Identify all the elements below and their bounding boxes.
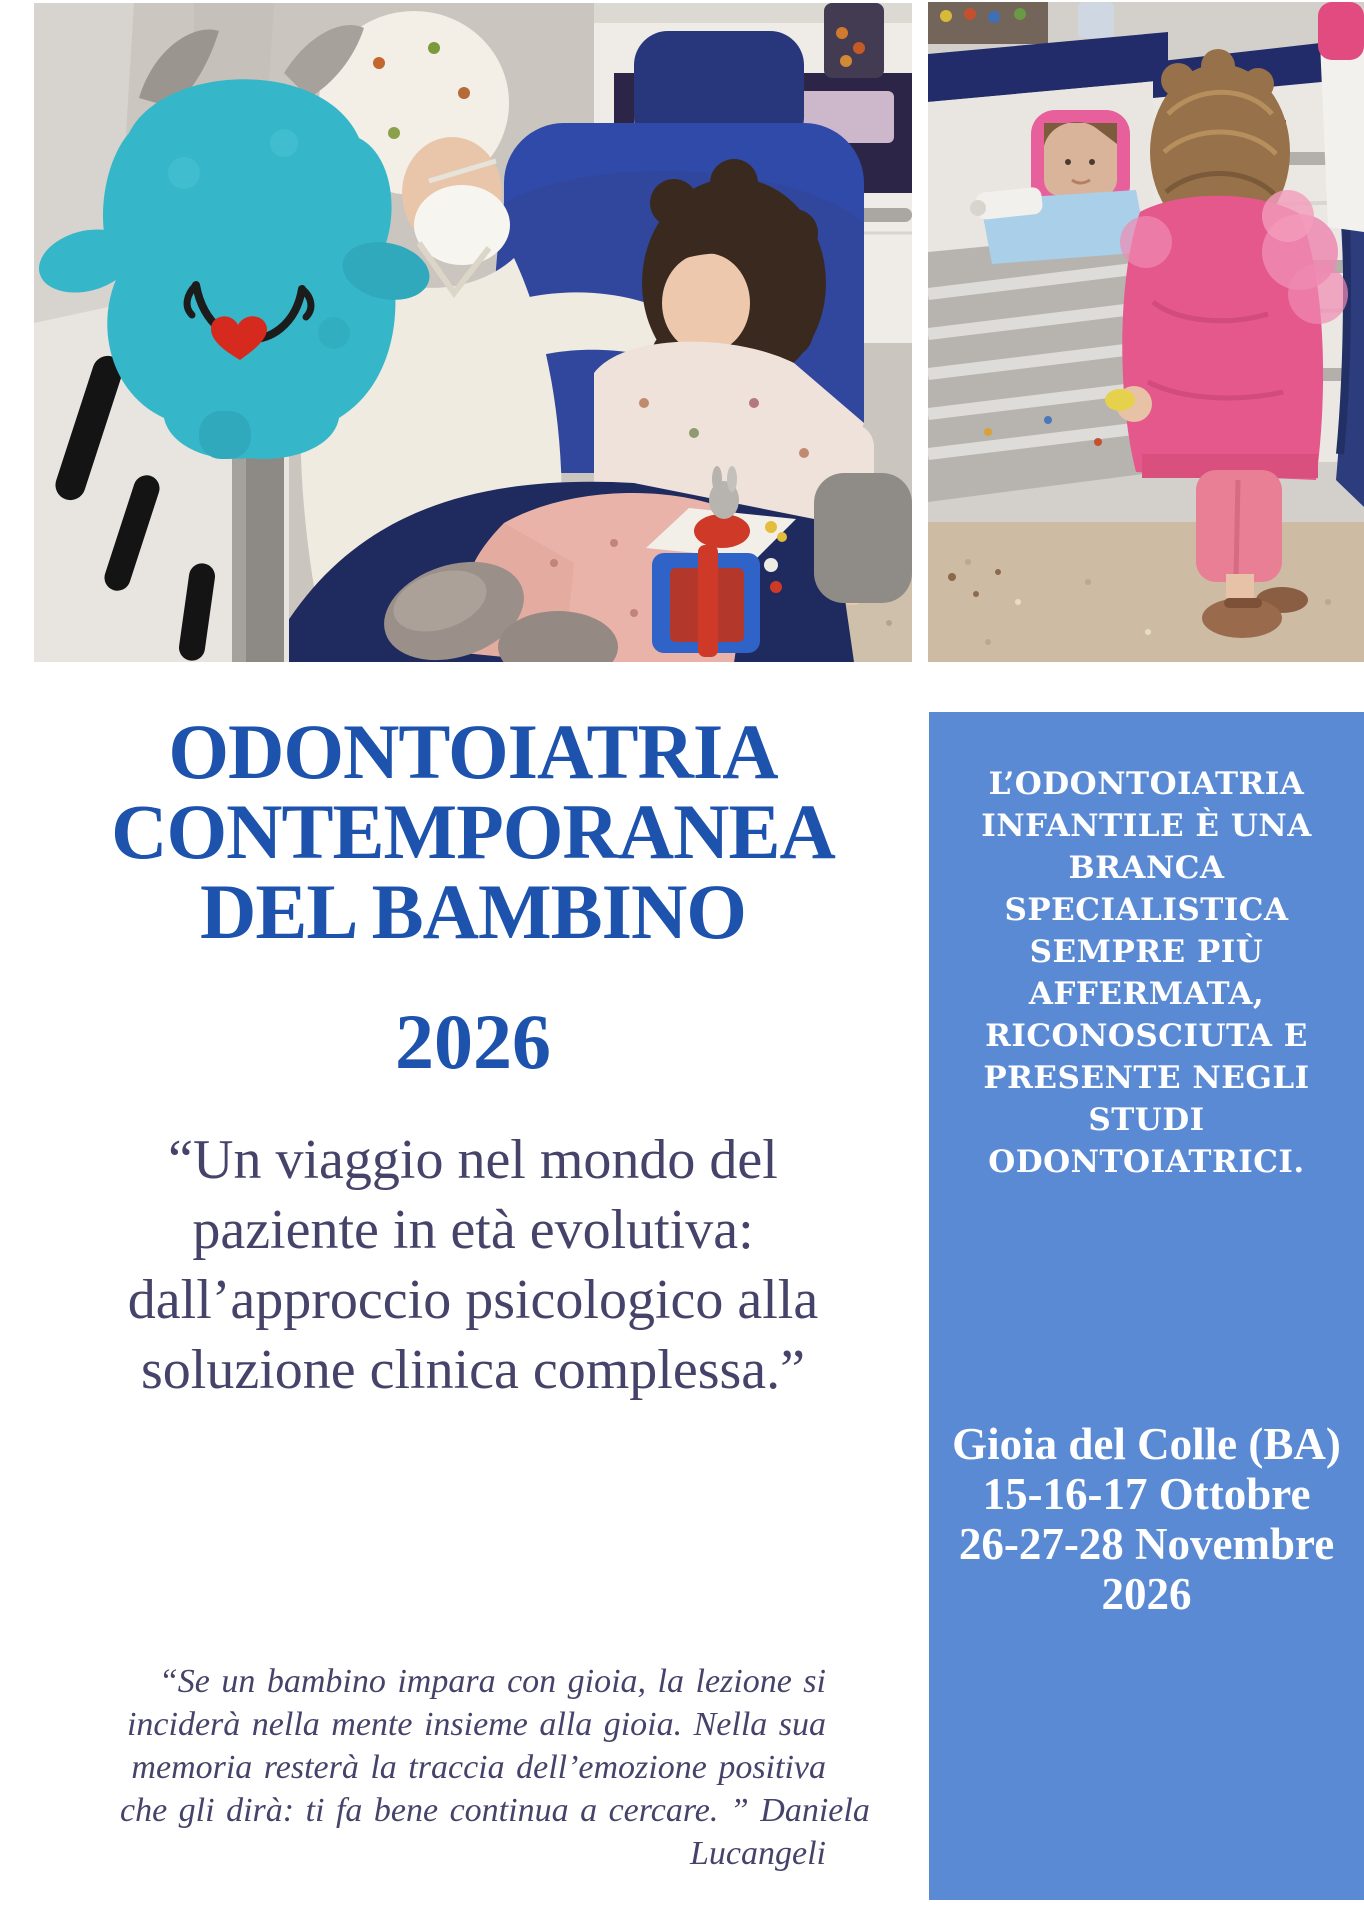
quote-line-3: dall’approccio psicologico alla [127,1269,819,1331]
photo-dentist-treating-child [34,3,912,662]
lucangeli-citation [120,1660,870,1875]
course-year: 2026 [395,998,551,1085]
citation-line-5: Lucangeli [690,1835,826,1872]
event-dates-november: 26-27-28 Novembre [958,1519,1335,1569]
quote-line-1: “Un viaggio nel mondo del [168,1129,778,1191]
course-title-line-3: DEL BAMBINO [200,868,746,955]
event-dates-october: 15-16-17 Ottobre [982,1469,1311,1519]
course-title-line-2: CONTEMPORANEA [111,788,835,875]
event-location: Gioia del Colle (BA) [952,1419,1341,1469]
course-title-line-1: ODONTOIATRIA [168,708,778,795]
sidebar-intro-line-5: SEMPRE PIÙ [1029,934,1264,970]
sidebar-intro-line-10: ODONTOIATRICI. [988,1144,1305,1180]
sidebar-intro-line-7: RICONOSCIUTA E [985,1018,1308,1054]
sidebar-intro-line-3: BRANCA [1068,850,1225,886]
info-sidebar [929,712,1364,1900]
citation-line-3: memoria resterà la traccia dell’emozione positiva [131,1749,826,1786]
sidebar-intro-line-8: PRESENTE NEGLI [983,1060,1310,1096]
photo-child-at-dental-cabinet [928,2,1364,662]
sidebar-intro-line-1: L’ODONTOIATRIA [988,766,1305,802]
citation-line-1: “Se un bambino impara con gioia, la lezione si [158,1663,826,1700]
sidebar-intro-line-2: INFANTILE È UNA [981,808,1312,844]
dental-office-illustration [928,2,1364,662]
course-subtitle-quote [34,1125,912,1405]
chair-armrest [814,473,912,603]
event-year: 2026 [1101,1569,1192,1619]
quote-line-4: soluzione clinica complessa.” [141,1339,805,1401]
dental-treatment-illustration [34,3,912,662]
citation-line-4: che gli dirà: ti fa bene continua a cercare. ” Daniela [120,1792,870,1829]
quote-line-2: paziente in età evolutiva: [192,1199,754,1261]
citation-line-2: inciderà nella mente insieme alla gioia. Nella sua [126,1706,826,1743]
sidebar-intro-text [929,712,1364,1183]
sidebar-intro-line-4: SPECIALISTICA [1004,892,1289,928]
sidebar-intro-line-9: STUDI [1088,1102,1205,1138]
sidebar-intro-line-6: AFFERMATA, [1028,976,1265,1012]
tray-napkin [970,187,1148,264]
event-details [929,1419,1364,1619]
course-title [34,708,912,955]
toy-shelf [928,2,1114,44]
